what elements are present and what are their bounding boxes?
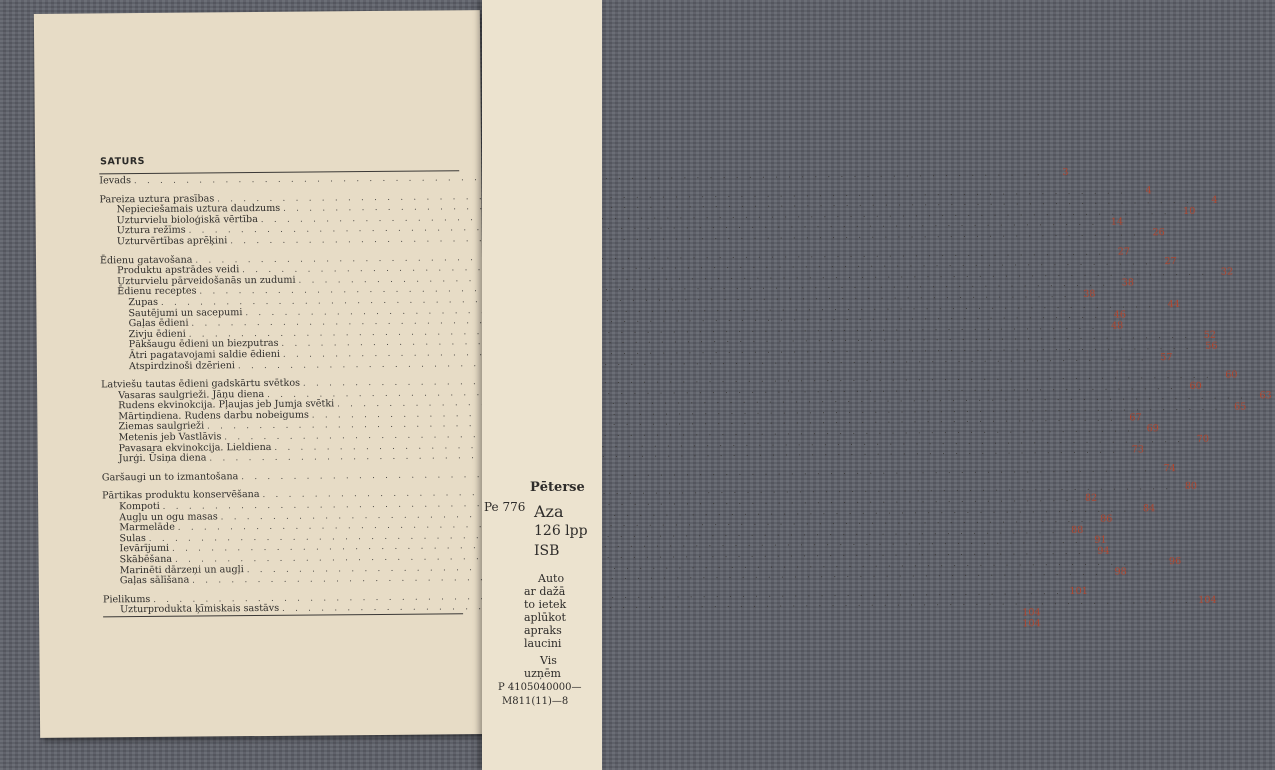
toc-entry-page: 104 [1198,595,1217,607]
colophon-line2: 126 lpp [534,523,588,539]
toc-entry-page: 44 [1167,298,1180,310]
toc-extra-page-number: 104 [1022,617,1041,629]
colophon-body3: to ietek [524,598,567,611]
toc-entry-page: 26 [1152,227,1165,239]
toc-entry-page: 52 [1203,329,1217,342]
toc-entry-page: 98 [1114,566,1127,578]
colophon-author: Pēterse [530,480,585,495]
toc-entry-page: 94 [1097,545,1110,557]
toc-entry-page: 14 [1110,216,1124,228]
toc-entry-page: 84 [1142,502,1156,514]
toc-entry-page: 56 [1205,340,1218,352]
toc-entry-page: 96 [1168,555,1182,567]
colophon-body5: apraks [524,624,562,637]
toc-entry-label: Sulas [119,532,146,545]
toc-entry-page: 27 [1164,256,1177,268]
toc-entry-label: Jurģi. Ūsiņa diena [118,452,207,465]
toc-entry-label: Latviešu tautas ēdieni gadskārtu svētkos [101,377,301,391]
colophon-body2: ar dažā [524,585,566,598]
toc-entry-label: Pārtikas produktu konservēšana [102,489,260,502]
toc-entry-label: Garšaugi un to izmantošana [101,471,239,484]
colophon-code1: P 4105040000— [498,682,582,693]
toc-entry-label: Uzturvielu pārveidošanās un zudumi [117,274,296,287]
colophon-body6: laucini [524,637,562,650]
toc-entry-page: 57 [1160,351,1173,363]
toc-entry-label: Produktu apstrādes veidi [117,264,240,277]
toc-entry-label: Pākšaugu ēdieni un biezputras [128,338,279,351]
colophon-class-code: Pe 776 [484,500,526,514]
toc-entry-page: 80 [1184,481,1198,493]
toc-entry-page: 65 [1234,401,1247,413]
toc-entry-label: Zupas [128,296,159,309]
toc-entry-page: 60 [1189,380,1202,392]
toc-entry-label: Vasaras saulgrieži. Jāņu diena [118,388,265,401]
toc-entry-label: Ievārījumi [119,543,170,555]
toc-entry-label: Augļu un ogu masas [119,510,218,523]
toc-entry-label: Nepieciešamais uztura daudzums [116,203,281,216]
toc-entry-label: Gaļas sālīšana [119,574,190,587]
toc-entry-page: 48 [1111,320,1124,332]
book-page-right [482,0,602,770]
toc-entry-page: 27 [1117,245,1130,258]
toc-entry-label: Marmelāde [119,521,175,534]
toc-entry-label: Atspirdzinoši dzērieni [128,359,236,372]
toc-entry-page: 63 [1259,390,1272,402]
toc-title: SATURS [100,155,146,168]
toc-entry-label: Gaļas ēdieni [128,317,189,330]
toc-extra-page-number: 104 [1022,607,1041,619]
toc-entry-label: Ātri pagatavojami saldie ēdieni [128,348,281,362]
toc-entry-page: 73 [1131,444,1144,456]
colophon-line3: ISB [534,543,560,559]
toc-entry-label: Pavasara ekvinokcija. Lieldiena [118,441,272,454]
toc-entry-page: 82 [1084,492,1098,504]
toc-entry-label: Pielikums [102,593,151,606]
toc-entry-page: 3 [1062,166,1069,178]
toc-entry-label: Uzturprodukta ķīmiskais sastāvs [120,603,280,616]
toc-entry-page: 60 [1225,369,1238,381]
toc-entry-page: 70 [1196,433,1209,445]
toc-entry-label: Marinēti dārzeņi un augļi [119,563,244,576]
colophon-body1: Auto [538,572,565,585]
toc-entry-label: Mārtiņdiena. Rudens darbu nobeigums [118,409,309,423]
toc-entry-page: 4 [1211,194,1218,206]
toc-entry-page: 101 [1069,585,1088,597]
toc-entry-page: 10 [1183,205,1196,217]
toc-entry-label: Ziemas saulgrieži [118,420,205,433]
toc-entry-label: Metenis jeb Vastlāvis [118,431,222,444]
toc-entry-label: Ēdienu receptes [117,285,197,298]
toc-entry-label: Kompoti [119,500,160,513]
toc-entry-label: Rudens ekvinokcija. Pļaujas jeb Jumja svētki [118,398,335,412]
toc-entry-page: 91 [1094,535,1107,547]
toc-entry-label: Uzturvērtības aprēķini [116,235,228,248]
toc-entry-page: 38 [1083,288,1096,300]
toc-entry-label: Skābēšana [119,553,173,566]
toc-entry-page: 32 [1220,266,1234,278]
colophon-code2: M811(11)—8 [502,696,569,707]
toc-entry-page: 69 [1146,423,1159,435]
toc-entry-label: Sautējumi un sacepumi [128,306,243,319]
toc-entry-label: Zivju ēdieni [128,328,186,340]
colophon-body7: Vis [540,654,557,667]
colophon-body4: aplūkot [524,611,566,624]
toc-entry-page: 88 [1071,524,1084,536]
colophon-line1: Aza [534,502,564,521]
toc-entry-label: Ievads [99,175,132,187]
toc-entry-label: Uztura režīms [116,225,186,237]
toc-entry-label: Pareiza uztura prasības [99,192,215,205]
toc-entry-page: 4 [1145,184,1152,196]
colophon-body8: uzņēm [524,667,561,680]
toc-entry-label: Uzturvielu bioloģiskā vērtība [116,213,258,227]
toc-entry-page: 86 [1100,513,1113,525]
toc-entry-page: 67 [1129,412,1142,424]
toc-entry-page: 46 [1113,309,1127,321]
toc-entry-page: 74 [1163,462,1176,474]
toc-entry-page: 38 [1121,277,1134,289]
toc-entry-label: Ēdienu gatavošana [99,254,193,266]
